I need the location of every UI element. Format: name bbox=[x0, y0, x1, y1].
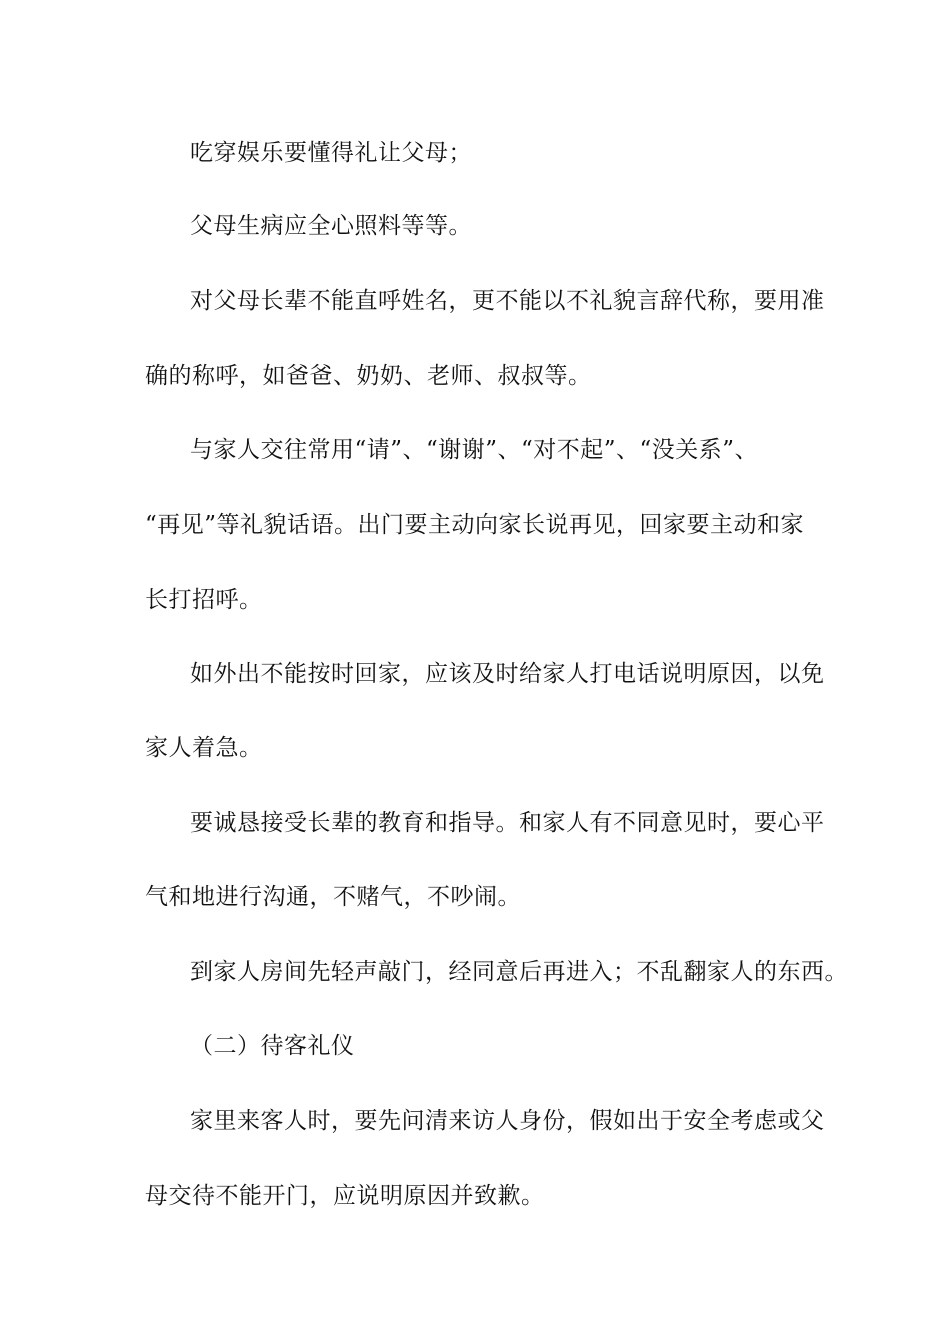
text-line: 确的称呼，如爸爸、奶奶、老师、叔叔等。 bbox=[145, 363, 592, 389]
text-line: 母交待不能开门，应说明原因并致歉。 bbox=[145, 1183, 545, 1209]
text-line: “再见”等礼貌话语。出门要主动向家长说再见，回家要主动和家 bbox=[145, 512, 805, 538]
text-line: 对父母长辈不能直呼姓名，更不能以不礼貌言辞代称，要用准 bbox=[190, 288, 825, 314]
text-line: 长打招呼。 bbox=[145, 587, 263, 613]
text-line: 如外出不能按时回家，应该及时给家人打电话说明原因，以免 bbox=[190, 661, 825, 687]
text-line: 吃穿娱乐要懂得礼让父母； bbox=[190, 140, 472, 166]
text-line: 要诚恳接受长辈的教育和指导。和家人有不同意见时，要心平 bbox=[190, 810, 825, 836]
text-line: 到家人房间先轻声敲门，经同意后再进入；不乱翻家人的东西。 bbox=[190, 959, 848, 985]
text-line: 父母生病应全心照料等等。 bbox=[190, 213, 472, 239]
text-line: 家人着急。 bbox=[145, 735, 263, 761]
section-heading: （二）待客礼仪 bbox=[190, 1033, 355, 1059]
text-line: 气和地进行沟通，不赌气，不吵闹。 bbox=[145, 884, 521, 910]
text-line: 与家人交往常用“请”、“谢谢”、“对不起”、“没关系”、 bbox=[190, 437, 759, 463]
text-line: 家里来客人时，要先问清来访人身份，假如出于安全考虑或父 bbox=[190, 1108, 825, 1134]
